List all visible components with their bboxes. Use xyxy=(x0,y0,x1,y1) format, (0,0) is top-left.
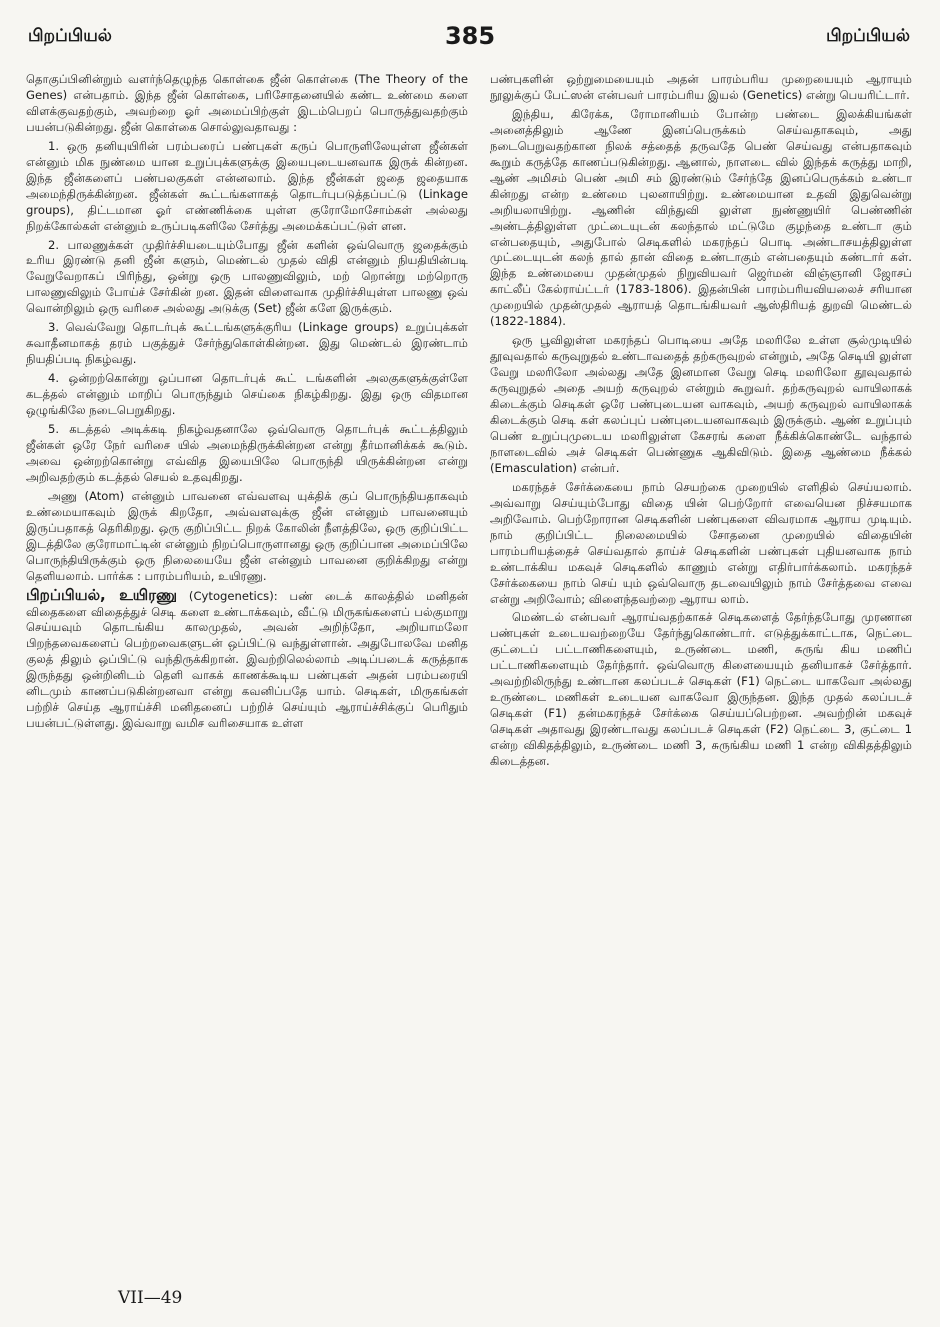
page-number: 385 xyxy=(444,22,496,50)
paragraph: ஒரு பூவிலுள்ள மகரந்தப் பொடியை அதே மலரிலே உள்ள சூல்முடியில் தூவுவதால் கருவுறுதல் உண்டாவதைத் தற்கருவுறல் என்றும், அதே செடியி லுள்ள வேறு மலரிலோ அல்லது அதே இனமான வேறு செடி மலரிலோ தூவுவதால் கருவுறுதல் அதை அயற் கருவுறல் என்றும் கூறுவர். தற்கருவுறல் வாயிலாகக் கிடைக்கும் செடிகள் ஒரே பண்புடையன வாகவும், அயற் கருவுறல் வாயிலாகக் கிடைக்கும் செடி கள் கலப்புப் பண்புடையனவாகவும் இருக்கும். ஆண் உறுப்பும் பெண் உறுப்புமுடைய மலரிலுள்ள கேசரங் களை நீக்கிக்கொண்டே வந்தால் நாளடைவில் அச் செடிகள் பெண்ணுக ஆகிவிடும். இதை ஆண்மை நீக்கல் (Emasculation) என்பர். xyxy=(490,333,912,475)
paragraph: அணு (Atom) என்னும் பாவனை எவ்வளவு யுக்திக் குப் பொருந்தியதாகவும் உண்மையாகவும் இருக் கிறதோ, அவ்வளவுக்கு ஜீன் என்னும் பாவனையும் இருப்பதாகத் தெரிகிறது. ஒரு குறிப்பிட்ட நிறக் கோலின் நீளத்திலே, ஒரு குறிப்பிட்ட இடத்திலே குரோமாட்டின் என்னும் நிறப்பொருளானது ஒரு குறிப்பான அமைப்பிலே பொருந்தியிருக்கும் ஒரு நிலையையே ஜீன் என்னும் பாவனை குறிக்கிறது என்று தெளியலாம். பார்க்க : பாரம்பரியம், உயிரணு. xyxy=(26,488,468,583)
running-head-left: பிறப்பியல் xyxy=(28,26,112,46)
paragraph: 3. வெவ்வேறு தொடர்புக் கூட்டங்களுக்குரிய (Linkage groups) உறுப்புக்கள் சுவாதீனமாகத் தரம் பகுத்துச் சேர்ந்துகொள்கின்றன. இது மெண்டல் இரண்டாம் நியதிப்படி நிகழ்வது. xyxy=(26,320,468,367)
left-column xyxy=(26,72,468,1290)
entry-text: (Cytogenetics): பண் டைக் காலத்தில் மனிதன் விதைகளை விதைத்துச் செடி களை உண்டாக்கவும், வீட்டு மிருகங்களைப் பல்குமாறு செய்யவும் தொடங்கிய காலமுதல், அவன் அறிந்தோ, அறியாமலோ பிறந்தவைகளைப் பெற்றவைகளுடன் ஒப்பிட்டு வந்துள்ளான். அதுபோலவே மனித குலத் திலும் ஒப்பிட்டு வந்திருக்கிறான். இவற்றிலெல்லாம் அடிப்படைக் கருத்தாக இருந்தது ஒன்றினிடம் தெளி வாகக் காணக்கூடிய பண்புகள் அதன் பரம்பரையி னிடமும் காணப்படுகின்றனவா என்று கவனிப்பதே யாம். செடிகள், மிருகங்கள் பற்றிச் செய்த ஆராய்ச்சி மனிதனைப் பற்றிச் செய்யும் ஆராய்ச்சிக்குப் பெரிதும் பயன்பட்டுள்ளது. இவ்வாறு வமிச வரிசையாக உள்ள xyxy=(26,588,468,731)
paragraph: 5. கடத்தல் அடிக்கடி நிகழ்வதனாலே ஒவ்வொரு தொடர்புக் கூட்டத்திலும் ஜீன்கள் ஒரே நேர் வரிசை யில் அமைந்திருக்கின்றன என்று தீர்மானிக்கக் கூடும். அவை ஒன்றற்கொன்று எவ்வித இயைபிலே பொருந்தி யிருக்கின்றன என்று அறிவதற்கும் கடத்தல் செயல் உதவுகிறது. xyxy=(26,422,468,484)
running-head-right: பிறப்பியல் xyxy=(826,26,910,46)
paragraph: 1. ஒரு தனியுயிரின் பரம்பரைப் பண்புகள் கருப் பொருளிலேயுள்ள ஜீன்கள் என்னும் மிக நுண்மை யான உறுப்புக்களுக்கு இயைபுடையனவாக இருக் கின்றன. இந்த ஜீன்களைப் பண்பலகுகள் என்னலாம். இந்த ஜீன்கள் ஜதை ஜதையாக அமைந்திருக்கின்றன. ஜீன்கள் கூட்டங்களாகத் தொடர்புபடுத்தப்பட்டு (Linkage groups), திட்டமான ஓர் எண்ணிக்கை யுள்ள குரோமோசோம்கள் அல்லது நிறக்கோல்கள் என்னும் உருப்படிகளிலே சேர்த்து அமைக்கப்பட்டுள் ளன. xyxy=(26,138,468,233)
paragraph: மெண்டல் என்பவர் ஆராய்வதற்காகச் செடிகளைத் தேர்ந்தபோது முரணான பண்புகள் உடையவற்றையே தேர்ந்துகொண்டார். எடுத்துக்காட்டாக, நெட்டை குட்டைப் பட்டாணிகளையும், உருண்டை மணி, சுருங் கிய மணிப் பட்டாணிகளையும் தேர்ந்தார். ஒவ்வொரு கிளையையும் தனியாகச் சேர்த்தார். அவற்றிலிருந்து உண்டான கலப்படச் செடிகள் (F1) நெட்டை யாகவோ அல்லது உருண்டை மணிகள் உடையன வாகவோ இருந்தன. இந்த முதல் கலப்படச் செடிகள் (F1) தன்மகரந்தச் சேர்க்கை செய்யப்பெற்றன. அவற்றின் மகவுச் செடிகள் அதாவது இரண்டாவது கலப்படச் செடிகள் (F2) நெட்டை 3, குட்டை 1 என்ற விகிதத்திலும், உருண்டை மணி 3, சுருங்கிய மணி 1 என்ற விகிதத்திலும் கிடைத்தன. xyxy=(490,610,912,769)
signature-mark: VII—49 xyxy=(118,1288,183,1308)
paragraph: மகரந்தச் சேர்க்கையை நாம் செயற்கை முறையில் எளிதில் செய்யலாம். அவ்வாறு செய்யும்போது விதை யின் பெற்றோர் எவையென நிச்சயமாக அறிவோம். பெற்றோரான செடிகளின் பண்புகளை விவரமாக ஆராய முடியும். நாம் குறிப்பிட்ட நிலைமையில் சோதனை முறையில் விதையின் பாரம்பரியத்தைச் செய்வதால் தாய்ச் செடிகளின் பண்புகள் புதியனவாக நாம் உண்டாக்கிய மகவுச் செடிகளில் காணும் என்று எதிர்பார்க்கலாம். மகரந்தச் சேர்க்கையை நாம் செய் யும் ஒவ்வொரு தடவையிலும் நாம் சேர்த்தவை எவை என்று அறிவோம்; விளைந்தவற்றை ஆராய லாம். xyxy=(490,479,912,606)
entry-heading: பிறப்பியல், உயிரணு xyxy=(26,585,177,604)
entry-paragraph xyxy=(26,585,468,733)
paragraph: தொகுப்பினின்றும் வளர்ந்தெழுந்த கொள்கை ஜீன் கொள்கை (The Theory of the Genes) என்பதாம். இந்த ஜீன் கொள்கை, பரிசோதனையில் கண்ட உண்மை களை விளக்குவதற்கும், அவற்றை ஓர் அமைப்பிற்குள் இடம்பெறப் பொருத்துவதற்கும் பயன்படுகின்றது. ஜீன் கொள்கை சொல்லுவதாவது : xyxy=(26,72,468,134)
paragraph: 2. பாலணுக்கள் முதிர்ச்சியடையும்போது ஜீன் களின் ஒவ்வொரு ஜதைக்கும் உரிய இரண்டு தனி ஜீன் களும், மெண்டல் முதல் விதி என்னும் நியதியின்படி வேறுவேறாகப் பிரிந்து, ஒன்று ஒரு பாலணுவிலும், மற் றொன்று மற்றொரு பாலணுவிலும் போய்ச் சேர்கின் றன. இதன் விளைவாக முதிர்ச்சியுள்ள பாலணு ஒவ் வொன்றிலும் ஒரு வரிசை அல்லது அடுக்கு (Set) ஜீன் களே இருக்கும். xyxy=(26,237,468,316)
paragraph: இந்திய, கிரேக்க, ரோமானியம் போன்ற பண்டை இலக்கியங்கள் அனைத்திலும் ஆணே இனப்பெருக்கம் செய்வதாகவும், அது நடைபெறுவதற்கான நிலக் சத்தைத் தருவதே பெண் செய்வது என்பதாகவும் கூறும் கருத்தே காணப்படுகின்றது. ஆனால், நாளடை வில் இந்தக் கருத்து மாறி, ஆண் அமிசம் பெண் அமி சம் இரண்டும் சேர்ந்தே இனப்பெருக்கம் உண்டா கின்றது என்ற உண்மை புலனாயிற்று. உண்மையான உதவி இதுவென்று அறியலாயிற்று. ஆணின் விந்துவி லுள்ள நுண்ணுயிர் பெண்ணின் அண்டத்திலுள்ள முட்டையுடன் கலந்தால் மட்டுமே குழந்தை உண்டா கும் என்பதையும், அதுபோல் செடிகளில் மகரந்தப் பொடி அண்டாசயத்திலுள்ள முட்டையுடன் கலந் தால் தான் விதை உண்டாகும் என்பதையும் கண்டார் கள். இந்த உண்மையை முதன்முதல் நிறுவியவர் ஜெர்மன் விஞ்ஞானி ஜோசப் காட்லீப் கேல்ராய்ட்டர் (1783-1806). இதன்பின் பாரம்பரியவியலைச் சரியான முறையில் முதன்முதல் ஆராயத் தொடங்கியவர் ஆஸ்திரியத் துறவி மெண்டல் (1822-1884). xyxy=(490,106,912,329)
paragraph: 4. ஒன்றற்கொன்று ஒப்பான தொடர்புக் கூட் டங்களின் அலகுகளுக்குள்ளே கடத்தல் என்னும் மாறிப் பொருந்தும் செய்கை நிகழ்கிறது. இது ஒரு விதமான ஒழுங்கிலே நடைபெறுகிறது. xyxy=(26,371,468,418)
right-column xyxy=(490,72,912,1290)
paragraph: பண்புகளின் ஒற்றுமையையும் அதன் பாரம்பரிய முறையையும் ஆராயும் நூலுக்குப் பேட்ஸன் என்பவர் பாரம்பரிய இயல் (Genetics) என்று பெயரிட்டார். xyxy=(490,72,912,102)
